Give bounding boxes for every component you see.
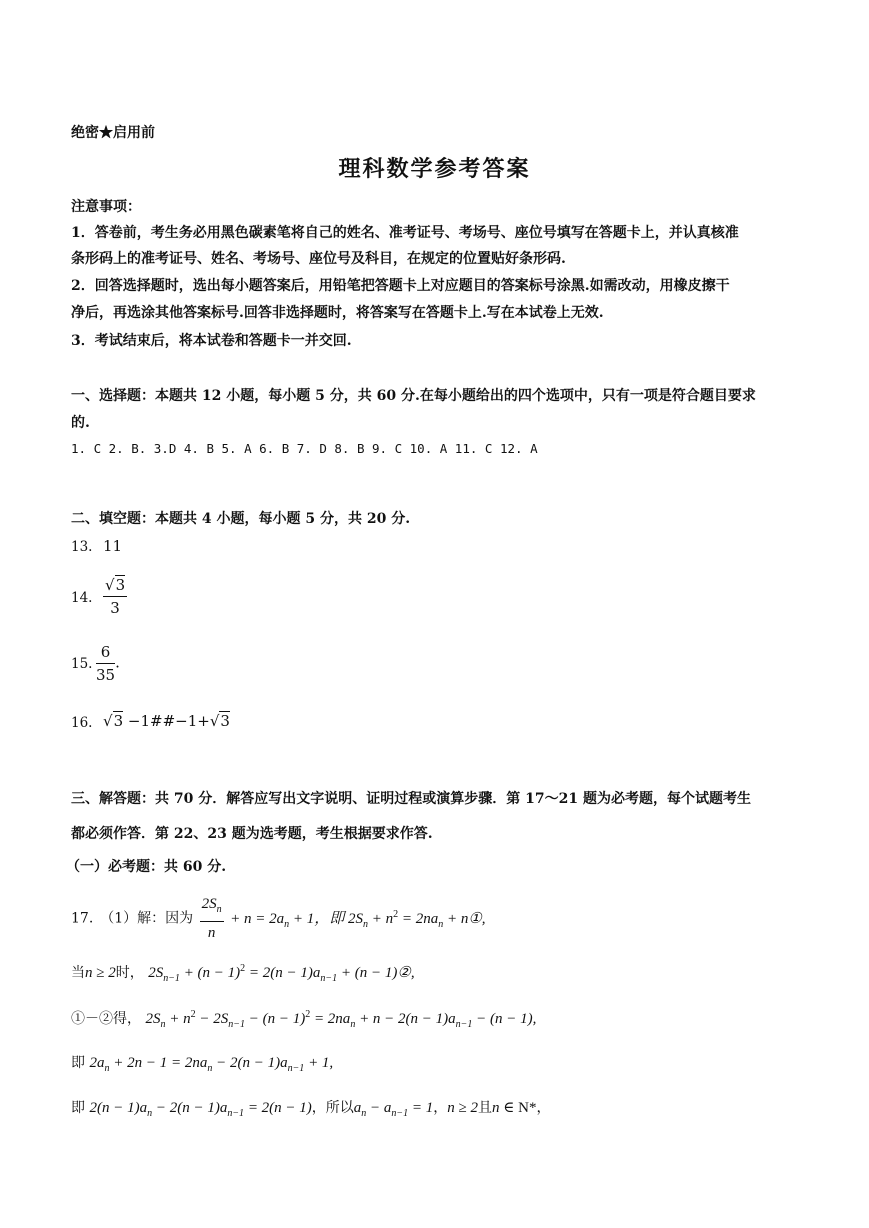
section1-answers: 1. C 2. B. 3.D 4. B 5. A 6. B 7. D 8. B 9. C 10. A 11. C 12. A bbox=[71, 441, 538, 456]
section1-heading-line2: 的. bbox=[71, 415, 90, 431]
page-title: 理科数学参考答案 bbox=[338, 156, 531, 182]
notes-item1-line2: 条形码上的准考证号、姓名、考场号、座位号及科目，在规定的位置贴好条形码. bbox=[71, 251, 566, 267]
q17-line4: 即 $2a_n + 2n - 1 = 2na_n - 2(n - 1)a_{n-1} + 1$, bbox=[71, 1055, 334, 1074]
section1-heading-line1: 一、选择题：本题共 12 小题，每小题 5 分，共 60 分.在每小题给出的四个选项中，只有一项是符合题目要求 bbox=[71, 388, 756, 404]
secret-label: 绝密★启用前 bbox=[71, 125, 155, 141]
notes-item3: 3．考试结束后，将本试卷和答题卡一并交回. bbox=[71, 333, 352, 349]
q16-answer: √3 −1##−1+√3 bbox=[103, 712, 230, 730]
q13-number: 13. bbox=[71, 539, 93, 555]
notes-item2-line2: 净后，再选涂其他答案标号.回答非选择题时，将答案写在答题卡上.写在本试卷上无效. bbox=[71, 305, 604, 321]
q15-number: 15. bbox=[71, 656, 93, 672]
notes-item2-line1: 2．回答选择题时，选出每小题答案后，用铅笔把答题卡上对应题目的答案标号涂黑.如需改动，用橡皮擦干 bbox=[71, 278, 730, 294]
section3-heading-line1: 三、解答题：共 70 分．解答应写出文字说明、证明过程或演算步骤．第 17～21 题为必考题，每个试题考生 bbox=[71, 791, 751, 807]
q15-denominator: 35 bbox=[96, 666, 116, 684]
notes-heading: 注意事项： bbox=[71, 199, 141, 215]
q17-line3: ①－②得， $2S_n + n^2 - 2S_{n-1} - (n - 1)^2 = 2na_n + n - 2(n - 1)a_{n-1} - (n - 1)$, bbox=[71, 1009, 537, 1030]
q17-line1: 17. （1）解：因为 $\frac{2S_n}{n}$ + $n = 2a_n + 1$，即 $2S_n + n^2 = 2na_n$ + n①, bbox=[71, 893, 486, 944]
q14-denominator: 3 bbox=[110, 599, 120, 617]
q15-numerator: 6 bbox=[96, 641, 115, 664]
section3-sub-heading: （一）必考题：共 60 分. bbox=[66, 859, 227, 875]
q14-answer: $\frac{√3}{3}$ bbox=[105, 576, 126, 617]
q14-sqrt-value: 3 bbox=[115, 576, 126, 594]
q17-line5: 即 $2(n - 1)a_n - 2(n - 1)a_{n-1} = 2(n - 1)$，所以$a_n - a_{n-1} = 1$，n ≥ 2且n ∈ N*， bbox=[71, 1100, 551, 1119]
q16-number: 16. bbox=[71, 715, 93, 731]
q13-answer: 11 bbox=[103, 537, 123, 555]
q15-period: . bbox=[115, 653, 120, 672]
notes-item1-line1: 1．答卷前，考生务必用黑色碳素笔将自己的姓名、准考证号、考场号、座位号填写在答题卡上，并认真核准 bbox=[71, 225, 739, 241]
q14-number: 14. bbox=[71, 590, 93, 606]
q17-line2: 当n ≥ 2时， $2S_{n-1} + (n - 1)^2 = 2(n - 1)a_{n-1} + (n$ − 1)②, bbox=[71, 963, 415, 984]
section2-heading: 二、填空题：本题共 4 小题，每小题 5 分，共 20 分. bbox=[71, 511, 411, 527]
section3-heading-line2: 都必须作答．第 22、23 题为选考题，考生根据要求作答. bbox=[71, 826, 433, 842]
q15-answer bbox=[96, 641, 120, 686]
